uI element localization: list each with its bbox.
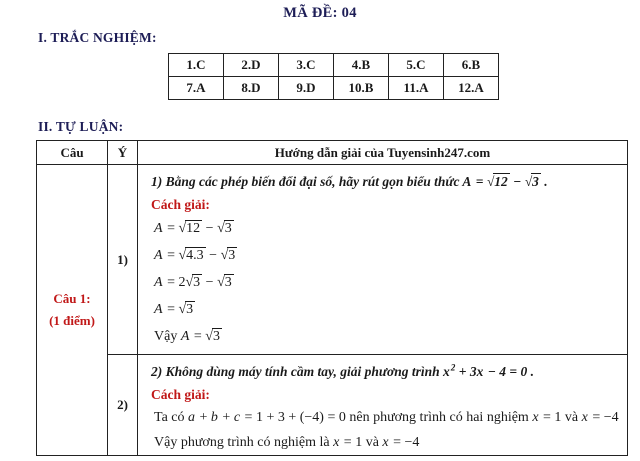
answer-key-document: [0, 5, 640, 456]
part-1-solution-cell: [138, 165, 628, 355]
conclusion-line: Vậy A = √3: [154, 329, 220, 344]
part-2-solution-cell: [138, 355, 628, 456]
solution-text-line: Ta có a + b + c = 1 + 3 + (−4) = 0 nên phương trình có hai nghiệm x = 1 và x = −4: [154, 410, 619, 425]
equation-line: A = √12 − √3: [154, 221, 232, 236]
solution-table-header-row: [37, 141, 628, 165]
equation-line: A = √3: [154, 302, 194, 317]
solution-table: [36, 140, 628, 456]
mc-answer-cell: 4.B: [334, 54, 389, 77]
column-header-y: Ý: [108, 141, 138, 165]
column-header-guide: Hướng dẫn giải của Tuyensinh247.com: [138, 141, 628, 165]
mc-answer-row-1: [169, 54, 499, 77]
section-essay-heading: II. TỰ LUẬN:: [38, 119, 124, 134]
multiple-choice-answer-table: [168, 53, 499, 100]
mc-answer-cell: 7.A: [169, 77, 224, 100]
question-points: (1 điểm): [49, 313, 95, 328]
mc-answer-cell: 8.D: [224, 77, 279, 100]
part-1-problem-statement: 1) Bằng các phép biến đổi đại số, hãy rút gọn biểu thức A = √12 − √3 .: [151, 174, 548, 189]
equation-line: A = 2√3 − √3: [154, 275, 232, 290]
section-multiple-choice-heading: I. TRẮC NGHIỆM:: [38, 30, 157, 45]
column-header-cau: Câu: [37, 141, 108, 165]
equation-line: A = √4.3 − √3: [154, 248, 236, 263]
part-2-method-label: Cách giải:: [151, 387, 210, 402]
question-number: Câu 1:: [53, 291, 91, 306]
conclusion-line: Vậy phương trình có nghiệm là x = 1 và x = −4: [154, 435, 420, 450]
part-1-label-cell: 1): [108, 165, 138, 355]
part-1-method-label: Cách giải:: [151, 197, 210, 212]
part-2-label-cell: 2): [108, 355, 138, 456]
table-row-part-1: [37, 165, 628, 355]
mc-answer-cell: 12.A: [444, 77, 499, 100]
mc-answer-cell: 5.C: [389, 54, 444, 77]
mc-answer-cell: 6.B: [444, 54, 499, 77]
mc-answer-cell: 9.D: [279, 77, 334, 100]
exam-code-title: MÃ ĐỀ: 04: [283, 5, 357, 21]
mc-answer-cell: 10.B: [334, 77, 389, 100]
mc-answer-cell: 1.C: [169, 54, 224, 77]
part-1-solution-content: [138, 165, 627, 354]
mc-answer-cell: 11.A: [389, 77, 444, 100]
table-row-part-2: [37, 355, 628, 456]
part-2-solution-content: [138, 355, 627, 455]
question-label-cell: [37, 165, 108, 456]
mc-answer-row-2: [169, 77, 499, 100]
mc-answer-cell: 2.D: [224, 54, 279, 77]
mc-answer-cell: 3.C: [279, 54, 334, 77]
part-2-problem-statement: 2) Không dùng máy tính cầm tay, giải phương trình $x^2 + 3x - 4 = 0$ .: [151, 362, 534, 379]
